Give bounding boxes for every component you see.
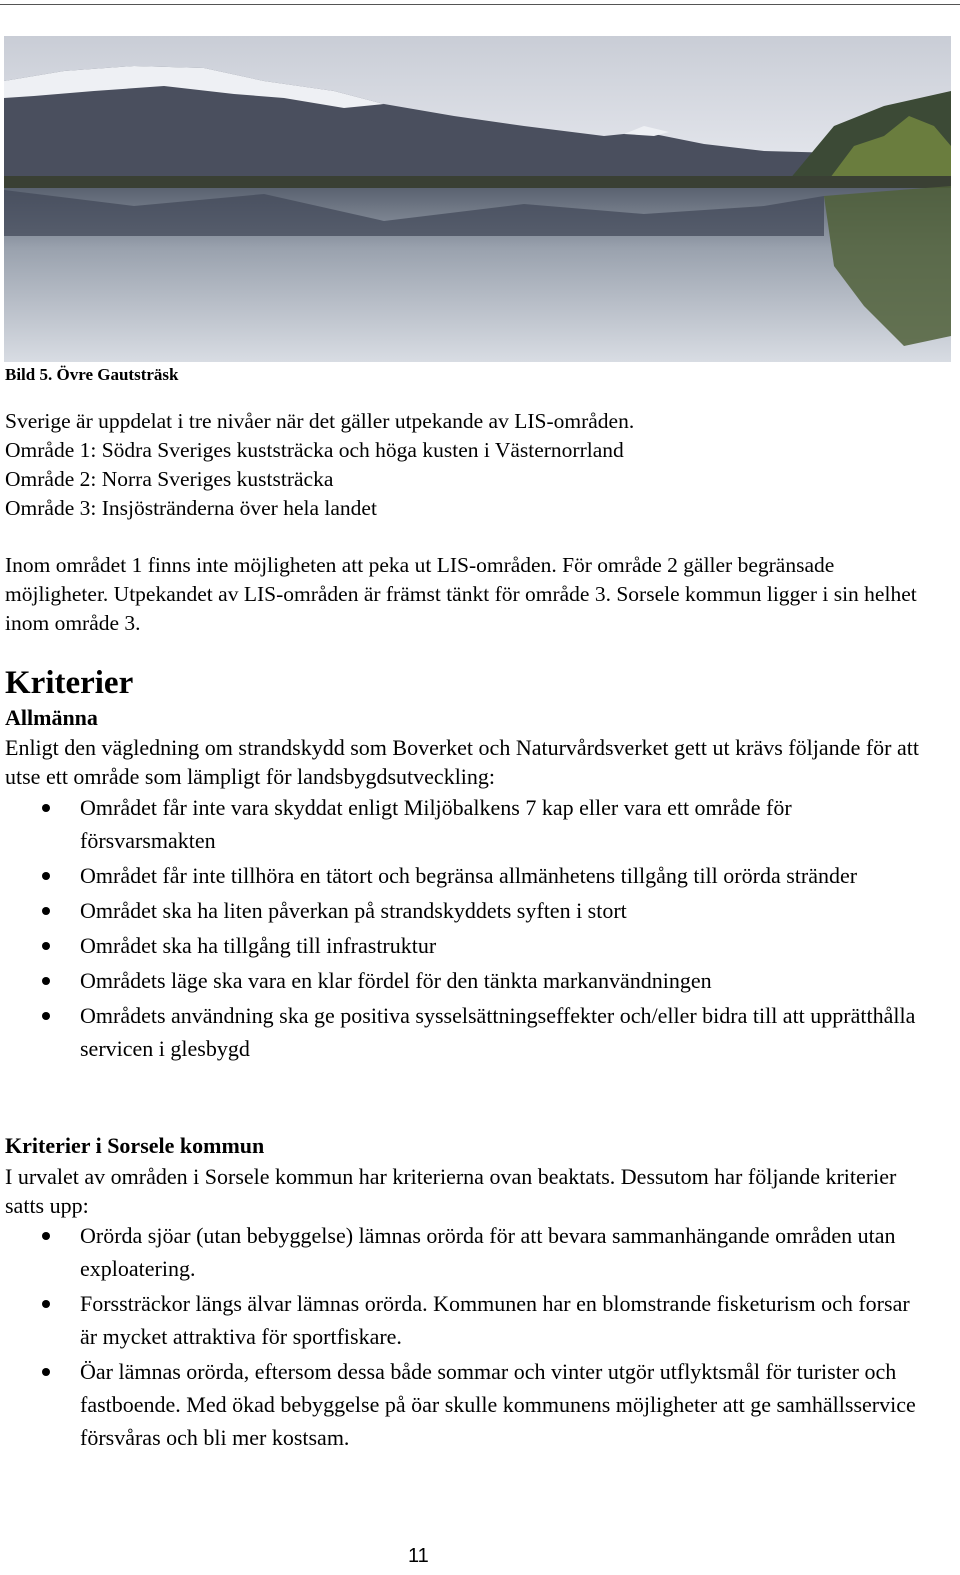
list-item: Området ska ha tillgång till infrastruktur bbox=[0, 929, 930, 962]
bullet-icon bbox=[42, 1300, 50, 1308]
local-heading: Kriterier i Sorsele kommun bbox=[5, 1133, 265, 1158]
section-heading: Kriterier bbox=[5, 665, 134, 701]
bullet-icon bbox=[42, 804, 50, 812]
general-criteria-list bbox=[0, 791, 930, 1067]
intro-paragraph: Inom området 1 finns inte möjligheten att peka ut LIS-områden. För område 2 gäller begränsade möjligheter. Utpekandet av LIS-områden är främst tänkt för område 3. Sorsele kommun ligger i sin helhet inom område 3. bbox=[5, 553, 917, 635]
local-text: I urvalet av områden i Sorsele kommun har kriterierna ovan beaktats. Dessutom har följande kriterier satts upp: bbox=[5, 1164, 897, 1218]
list-item: Öar lämnas orörda, eftersom dessa både sommar och vinter utgör utflyktsmål för turister och fastboende. Med ökad bebyggelse på öar skulle kommunens möjligheter att ge samhällsservice försvåras och bli mer kostsam. bbox=[0, 1355, 930, 1454]
image-caption: Bild 5. Övre Gautsträsk bbox=[5, 365, 179, 384]
top-rule bbox=[0, 4, 960, 5]
bullet-icon bbox=[42, 942, 50, 950]
bullet-icon bbox=[42, 1232, 50, 1240]
intro-line: Område 2: Norra Sveriges kuststräcka bbox=[5, 467, 334, 491]
bullet-icon bbox=[42, 977, 50, 985]
list-item: Områdets läge ska vara en klar fördel för den tänkta markanvändningen bbox=[0, 964, 930, 997]
list-item: Forssträckor längs älvar lämnas orörda. Kommunen har en blomstrande fisketurism och forsar är mycket attraktiva för sportfiskare. bbox=[0, 1287, 930, 1353]
intro-line: Område 3: Insjöstränderna över hela landet bbox=[5, 496, 377, 520]
bullet-icon bbox=[42, 872, 50, 880]
local-criteria-list bbox=[0, 1219, 930, 1456]
general-heading: Allmänna bbox=[5, 705, 98, 730]
list-item: Området ska ha liten påverkan på strandskyddets syften i stort bbox=[0, 894, 930, 927]
intro-line: Område 1: Södra Sveriges kuststräcka och höga kusten i Västernorrland bbox=[5, 438, 624, 462]
general-text: Enligt den vägledning om strandskydd som Boverket och Naturvårdsverket gett ut krävs följande för att utse ett område som lämpligt för landsbygdsutveckling: bbox=[5, 735, 919, 789]
list-item: Området får inte vara skyddat enligt Miljöbalkens 7 kap eller vara ett område för försvarsmakten bbox=[0, 791, 930, 857]
list-item: Orörda sjöar (utan bebyggelse) lämnas orörda för att bevara sammanhängande områden utan exploatering. bbox=[0, 1219, 930, 1285]
page-number: 11 bbox=[408, 1545, 429, 1567]
bullet-icon bbox=[42, 1012, 50, 1020]
lake-photo bbox=[4, 36, 951, 362]
intro-lines bbox=[5, 407, 634, 523]
list-item: Områdets användning ska ge positiva sysselsättningseffekter och/eller bidra till att upprätthålla servicen i glesbygd bbox=[0, 999, 930, 1065]
list-item: Området får inte tillhöra en tätort och begränsa allmänhetens tillgång till orörda stränder bbox=[0, 859, 930, 892]
bullet-icon bbox=[42, 1368, 50, 1376]
intro-line: Sverige är uppdelat i tre nivåer när det gäller utpekande av LIS-områden. bbox=[5, 409, 635, 433]
bullet-icon bbox=[42, 907, 50, 915]
